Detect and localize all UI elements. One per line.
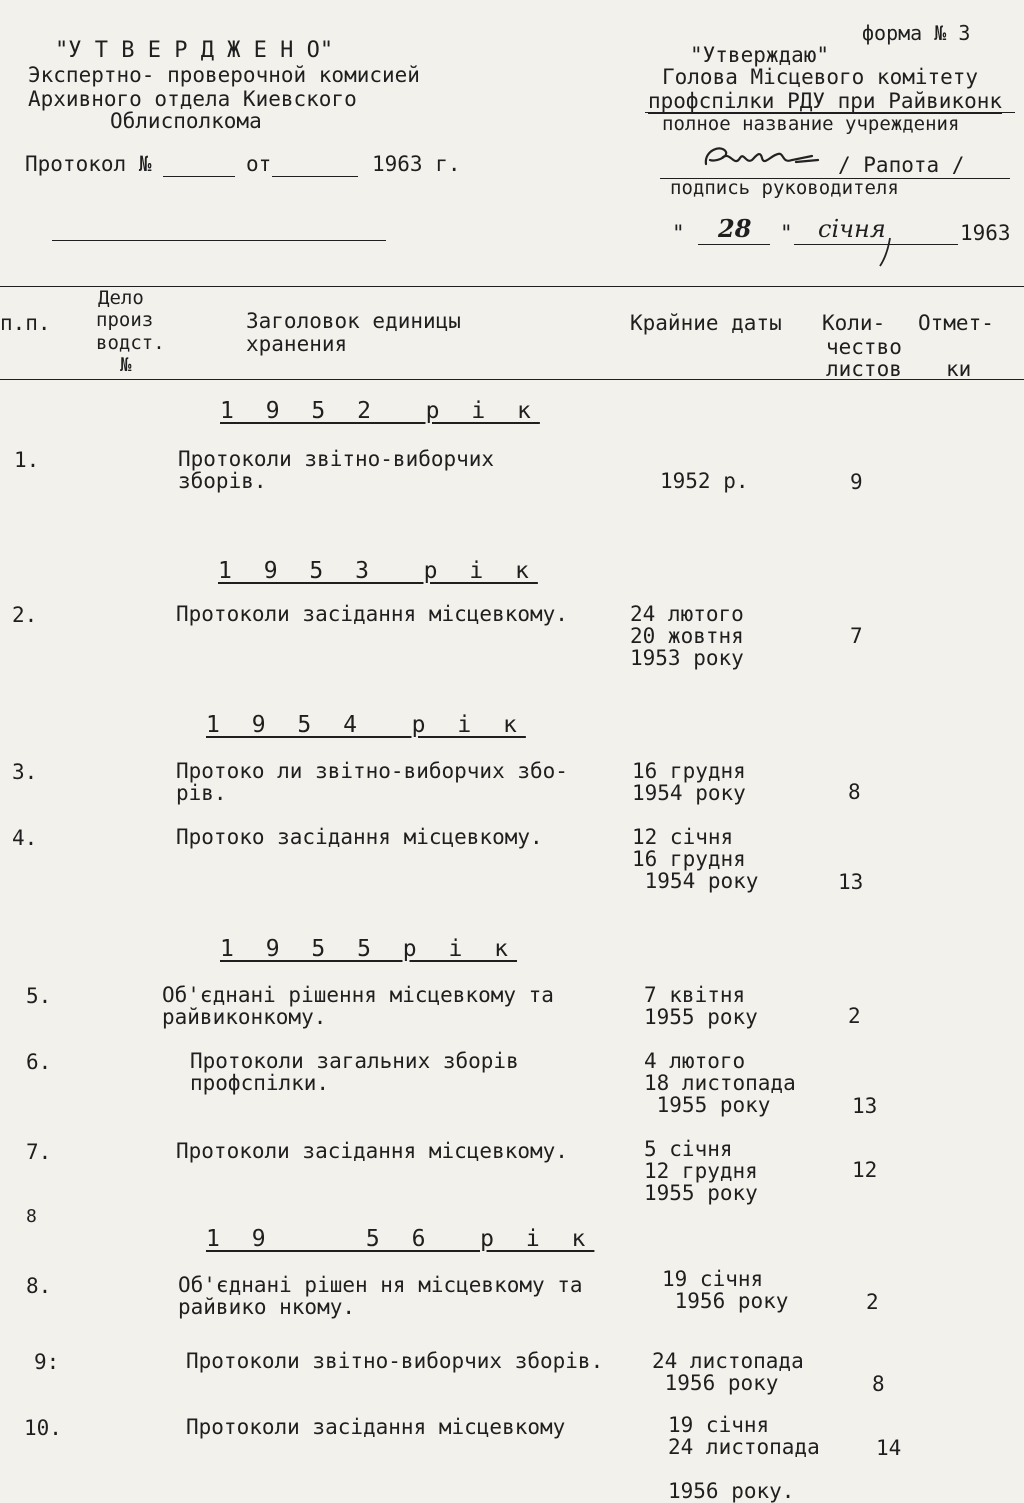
protocol-label: Протокол № xyxy=(25,152,152,176)
approval-right-title: "Утверждаю" xyxy=(690,43,830,67)
row-dates: 7 квітня 1955 року xyxy=(644,983,758,1029)
row-title: Протоко засідання місцевкому. xyxy=(176,825,543,849)
form-number: форма № 3 xyxy=(862,21,971,45)
protocol-number-blank xyxy=(163,176,235,177)
header-col-case-2: произ xyxy=(96,309,154,331)
header-col-count-1: Коли- xyxy=(822,311,886,335)
row-dates: 24 листопада 1956 року xyxy=(652,1349,804,1395)
header-col-title-1: Заголовок единицы xyxy=(246,309,461,333)
row-dates: 19 січня 24 листопада 1956 року. xyxy=(668,1413,820,1503)
date-month: січня xyxy=(818,215,886,243)
row-dates: 19 січня 1956 року xyxy=(662,1267,789,1313)
section-year-1954: 1 9 5 4 р і к xyxy=(206,712,526,738)
row-title: Протоколи засідання місцевкому. xyxy=(176,1139,568,1163)
row-count: 9 xyxy=(850,470,863,494)
row-dates: 5 січня 12 грудня 1955 року xyxy=(644,1137,758,1205)
row-count: 2 xyxy=(848,1004,861,1028)
row-number: 7. xyxy=(26,1140,52,1164)
signature-caption: подпись руководителя xyxy=(670,177,899,199)
header-col-notes-1: Отмет- xyxy=(918,311,994,335)
protocol-date-blank xyxy=(272,176,358,177)
row-count: 13 xyxy=(852,1094,878,1118)
approval-left-line-1: Экспертно- проверочной комисией xyxy=(28,63,420,87)
row-number: 6. xyxy=(26,1050,52,1074)
header-col-count-3: листов xyxy=(826,357,902,381)
date-open-quote: " xyxy=(672,221,685,245)
row-count: 13 xyxy=(838,870,864,894)
date-year: 1963 xyxy=(960,221,1011,245)
row-count: 7 xyxy=(850,624,863,648)
row-count: 2 xyxy=(866,1290,879,1314)
row-title: Протоколи загальних зборів профспілки. xyxy=(190,1049,519,1095)
row-number: 4. xyxy=(12,826,38,850)
row-title: Протоколи засідання місцевкому xyxy=(186,1415,566,1439)
row-count: 8 xyxy=(848,780,861,804)
approval-right-line-1: Голова Місцевого комітету xyxy=(662,65,979,89)
row-dates: 24 лютого 20 жовтня 1953 року xyxy=(630,602,744,670)
row-title: Об'єднані рішен ня місцевкому та райвико нкому. xyxy=(178,1273,583,1319)
header-col-count-2: чество xyxy=(826,335,902,359)
section-year-1956: 1 9 5 6 р і к xyxy=(206,1226,595,1252)
approval-left-title: "У Т В Е Р Д Ж Е Н О" xyxy=(55,38,334,63)
header-col-title-2: хранения xyxy=(246,332,348,356)
row-dates: 4 лютого 18 листопада 1955 року xyxy=(644,1049,796,1117)
approval-left-line-2: Архивного отдела Киевского xyxy=(28,87,357,111)
header-col-notes-2: ки xyxy=(946,357,972,381)
handwritten-signature xyxy=(700,138,830,178)
date-close-quote: " xyxy=(780,221,793,245)
section-year-1955: 1 9 5 5 р і к xyxy=(220,936,518,962)
institution-caption: полное название учреждения xyxy=(662,113,960,135)
row-title: Протоколи звітно-виборчих зборів. xyxy=(178,447,495,493)
row-count: 12 xyxy=(852,1158,878,1182)
protocol-year: 1963 г. xyxy=(372,152,461,176)
row-dates: 16 грудня 1954 року xyxy=(632,759,746,805)
date-day: 28 xyxy=(718,214,752,243)
signature-name: / Рапота / xyxy=(838,153,965,177)
row-number: 1. xyxy=(14,448,40,472)
row-dates: 1952 р. xyxy=(660,469,749,493)
row-count: 14 xyxy=(876,1436,902,1460)
row-number: 5. xyxy=(26,984,52,1008)
row-number: 9: xyxy=(34,1350,60,1374)
date-day-line xyxy=(698,244,770,245)
header-col-case-4: № xyxy=(120,354,132,376)
row-number: 2. xyxy=(12,603,38,627)
row-number: 8. xyxy=(26,1274,52,1298)
left-signature-line xyxy=(52,240,386,241)
date-month-flourish xyxy=(876,236,896,268)
header-top-rule xyxy=(0,286,1024,287)
row-title: Протоколи звітно-виборчих зборів. xyxy=(186,1349,604,1373)
header-col-case-3: водст. xyxy=(96,332,165,354)
row-count: 8 xyxy=(872,1372,885,1396)
section-year-1953: 1 9 5 3 р і к xyxy=(218,558,538,584)
approval-right-line-2: профспілки РДУ при Райвиконк xyxy=(648,89,1003,113)
header-col-dates: Крайние даты xyxy=(630,311,782,335)
row-number: 10. xyxy=(24,1416,62,1440)
approval-left-line-3: Облисполкома xyxy=(110,109,262,133)
row-title: Об'єднані рішення місцевкому та райвиконкому. xyxy=(162,983,554,1029)
row-dates: 12 січня 16 грудня 1954 року xyxy=(632,825,759,893)
protocol-from-label: от xyxy=(246,152,272,176)
section-year-1952: 1 9 5 2 р і к xyxy=(220,398,540,424)
header-col-case-1: Дело xyxy=(98,287,144,309)
row-title: Протоко ли звітно-виборчих збо- рів. xyxy=(176,759,568,805)
row-number: 3. xyxy=(12,760,38,784)
header-col-num: п.п. xyxy=(0,311,51,335)
stray-mark: 8 xyxy=(26,1206,37,1227)
header-bottom-rule xyxy=(0,379,1024,380)
row-title: Протоколи засідання місцевкому. xyxy=(176,602,568,626)
